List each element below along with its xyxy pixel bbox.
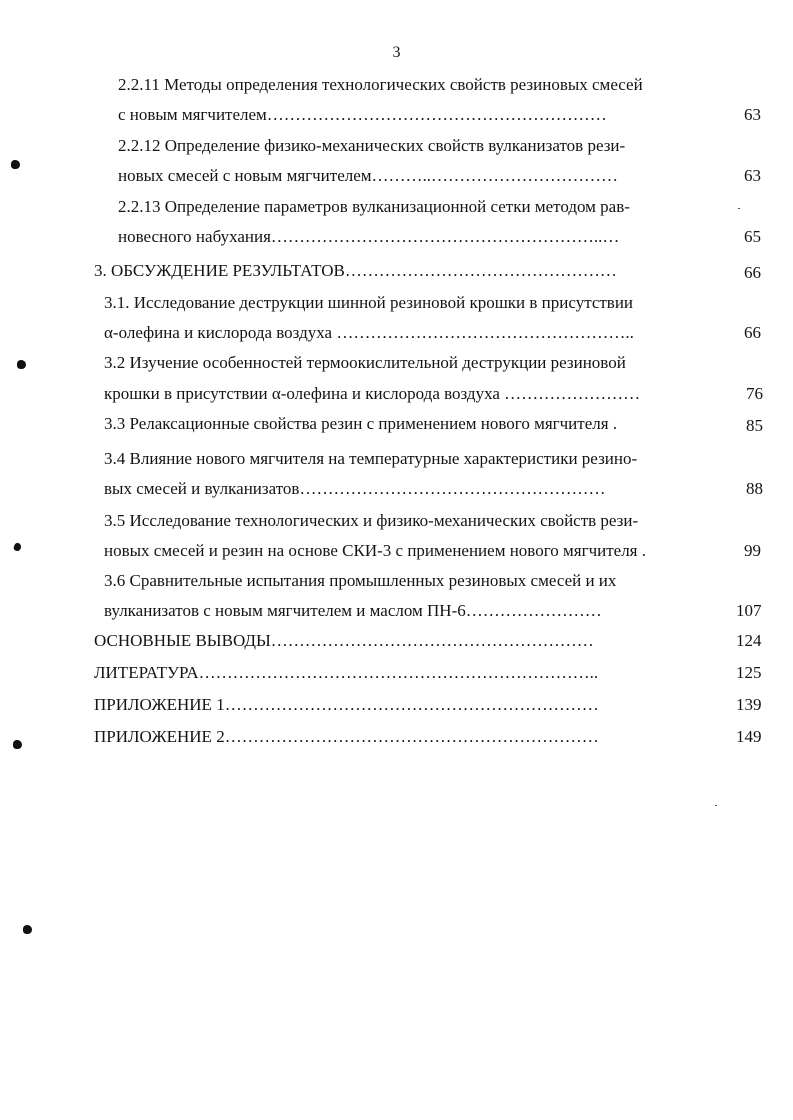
scan-speck: [11, 160, 20, 169]
toc-page-number: 66: [744, 323, 761, 342]
toc-page-number: 66: [744, 263, 761, 282]
toc-entry-text: с новым мягчителем……………………………………………………: [118, 105, 607, 124]
toc-entry-text: ПРИЛОЖЕНИЕ 2…………………………………………………………: [94, 727, 599, 746]
toc-entry-text: крошки в присутствии α-олефина и кислорода воздуха ……………………: [104, 384, 641, 403]
toc-entry-text: 3. ОБСУЖДЕНИЕ РЕЗУЛЬТАТОВ…………………………………………: [94, 261, 617, 280]
toc-page-number: 149: [736, 727, 762, 746]
toc-entry-text: новесного набухания…………………………………………………..…: [118, 227, 620, 246]
toc-page-number: 139: [736, 695, 762, 714]
toc-entry-text: 3.6 Сравнительные испытания промышленных резиновых смесей и их: [104, 571, 617, 590]
toc-entry-text: 3.2 Изучение особенностей термоокислительной деструкции резиновой: [104, 353, 626, 372]
scan-speck: [23, 925, 32, 934]
toc-entry-text: 2.2.12 Определение физико-механических свойств вулканизатов рези-: [118, 136, 626, 155]
page-number: 3: [392, 44, 401, 61]
toc-page-number: 124: [736, 631, 762, 650]
toc-page-number: 99: [744, 541, 761, 560]
scan-speck: [13, 740, 22, 749]
scan-speck: [13, 542, 22, 552]
toc-entry-text: новых смесей с новым мягчителем………..……………………………: [118, 166, 619, 185]
scan-speck: [715, 805, 717, 806]
toc-entry-text: 3.3 Релаксационные свойства резин с применением нового мягчителя .: [104, 414, 618, 433]
toc-entry-text: α-олефина и кислорода воздуха ……………………………………………..: [104, 323, 634, 342]
toc-entry-text: ОСНОВНЫЕ ВЫВОДЫ…………………………………………………: [94, 631, 594, 650]
toc-page-number: 85: [746, 416, 763, 435]
scan-speck: [17, 360, 26, 369]
toc-page-number: 63: [744, 166, 761, 185]
toc-entry-text: 2.2.11 Методы определения технологических свойств резиновых смесей: [118, 75, 643, 94]
toc-page-number: 107: [736, 601, 762, 620]
toc-page-number: 65: [744, 227, 761, 246]
toc-entry-text: ЛИТЕРАТУРА……………………………………………………………..: [94, 663, 599, 682]
toc-entry-text: 3.1. Исследование деструкции шинной резиновой крошки в присутствии: [104, 293, 634, 312]
toc-entry-text: вулканизатов с новым мягчителем и маслом ПН-6……………………: [104, 601, 602, 620]
toc-page-number: 63: [744, 105, 761, 124]
toc-entry-text: 3.4 Влияние нового мягчителя на температурные характеристики резино-: [104, 449, 638, 468]
toc-page-number: 76: [746, 384, 763, 403]
scan-speck: [738, 208, 740, 209]
toc-entry-text: вых смесей и вулканизатов………………………………………………: [104, 479, 606, 498]
toc-entry-text: новых смесей и резин на основе СКИ-3 с применением нового мягчителя .: [104, 541, 646, 560]
toc-entry-text: 2.2.13 Определение параметров вулканизационной сетки методом рав-: [118, 197, 630, 216]
toc-page-number: 88: [746, 479, 763, 498]
toc-entry-text: ПРИЛОЖЕНИЕ 1…………………………………………………………: [94, 695, 599, 714]
toc-entry-text: 3.5 Исследование технологических и физико-механических свойств рези-: [104, 511, 639, 530]
toc-page-number: 125: [736, 663, 762, 682]
